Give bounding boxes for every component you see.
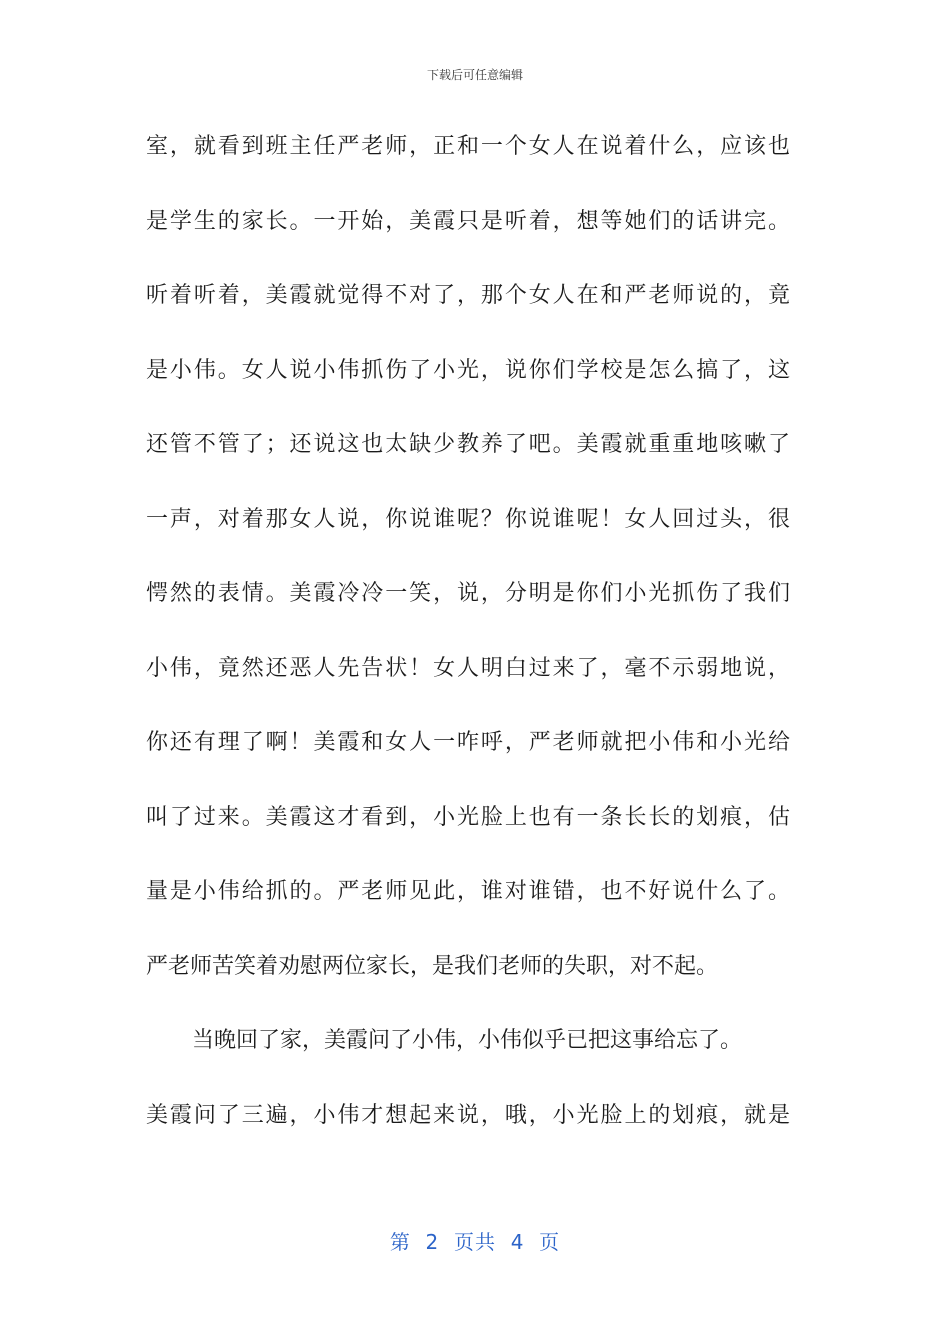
text-line: 小 伟 ， 竟 然 还 恶 人 先 告 状 ！ 女 人 明 白 过 来 了 ， 毫 不 示 弱 地 说 ， bbox=[146, 655, 790, 681]
text-line: 是 学 生 的 家 长 。 一 开 始 ， 美 霞 只 是 听 着 ， 想 等 她 们 的 话 讲 完 。 bbox=[146, 208, 790, 234]
page-number bbox=[0, 1226, 950, 1255]
text-line: 室 ， 就 看 到 班 主 任 严 老 师 ， 正 和 一 个 女 人 在 说 着 什 么 ， 应 该 也 bbox=[146, 134, 790, 159]
body-text bbox=[146, 120, 790, 1163]
text-line: 愕 然 的 表 情 。 美 霞 冷 冷 一 笑 ， 说 ， 分 明 是 你 们 小 光 抓 伤 了 我 们 bbox=[146, 581, 790, 606]
text-line: 叫 了 过 来 。 美 霞 这 才 看 到 ， 小 光 脸 上 也 有 一 条 长 长 的 划 痕 ， 估 bbox=[146, 804, 790, 830]
text-line: 一 声 ， 对 着 那 女 人 说 ， 你 说 谁 呢 ？ 你 说 谁 呢 ！ 女 人 回 过 头 ， 很 bbox=[146, 506, 790, 532]
header-note: 下载后可任意编辑 bbox=[426, 68, 523, 82]
text-line: 是 小 伟 。 女 人 说 小 伟 抓 伤 了 小 光 ， 说 你 们 学 校 是 怎 么 搞 了 ， 这 bbox=[146, 357, 790, 383]
text-line: 美 霞 问 了 三 遍 ， 小 伟 才 想 起 来 说 ， 哦 ， 小 光 脸 上 的 划 痕 ， 就 是 bbox=[146, 1102, 790, 1128]
text-line: 严老师苦笑着劝慰两位家长，是我们老师的失职，对不起。 bbox=[146, 953, 719, 979]
text-line: 还 管 不 管 了 ； 还 说 这 也 太 缺 少 教 养 了 吧 。 美 霞 就 重 重 地 咳 嗽 了 bbox=[146, 432, 790, 457]
text-line: 量 是 小 伟 给 抓 的 。 严 老 师 见 此 ， 谁 对 谁 错 ， 也 不 好 说 什 么 了 。 bbox=[146, 879, 790, 904]
text-line: 听 着 听 着 ， 美 霞 就 觉 得 不 对 了 ， 那 个 女 人 在 和 严 老 师 说 的 ， 竟 bbox=[146, 283, 790, 308]
page-number-label: 第 2 页共 4 页 bbox=[389, 1230, 561, 1254]
text-line: 你 还 有 理 了 啊 ！ 美 霞 和 女 人 一 咋 呼 ， 严 老 师 就 把 小 伟 和 小 光 给 bbox=[146, 730, 790, 755]
text-line-indented: 当晚回了家，美霞问了小伟，小伟似乎已把这事给忘了。 bbox=[192, 1028, 743, 1053]
